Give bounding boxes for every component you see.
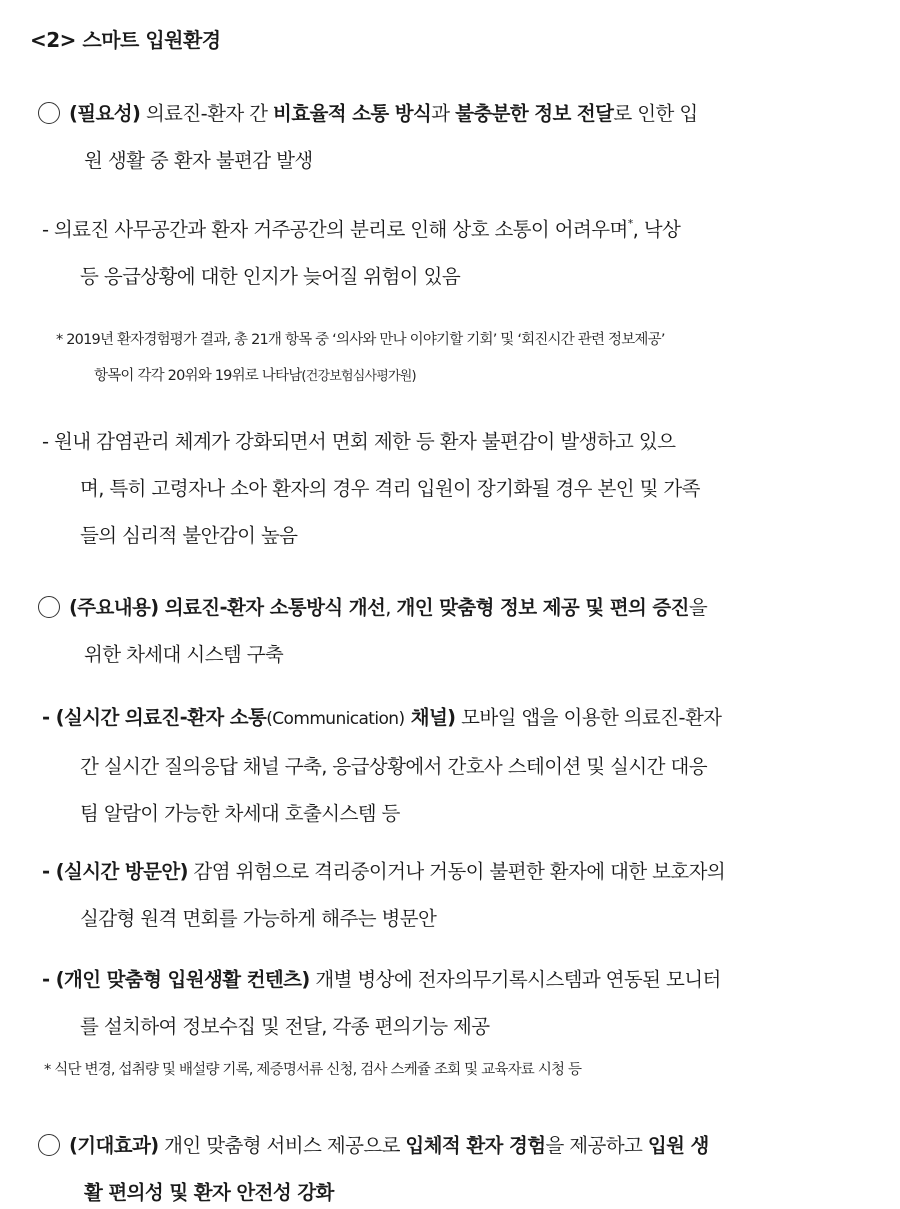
- main-heading: (주요내용): [69, 596, 159, 619]
- need-bullet-1-line-2: 등 응급상황에 대한 인지가 늦어질 위험이 있음: [80, 265, 461, 288]
- effect-line-2: 활 편의성 및 환자 안전성 강화: [84, 1181, 334, 1204]
- need-line-2: 원 생활 중 환자 불편감 발생: [84, 149, 313, 172]
- need-line-1: (필요성) 의료진-환자 간 비효율적 소통 방식과 불충분한 정보 전달로 인한 입: [38, 90, 868, 137]
- main-item: [38, 584, 868, 678]
- main-bullet-2: [42, 848, 872, 942]
- need-bullet-2-line-3: 들의 심리적 불안감이 높음: [80, 524, 298, 547]
- main-bullet-2-line-1: - (실시간 방문안) 감염 위험으로 격리중이거나 거동이 불편한 환자에 대한 보호자의: [42, 860, 726, 883]
- need-heading: (필요성): [69, 102, 141, 125]
- need-bullet-1-line-1: - 의료진 사무공간과 환자 거주공간의 분리로 인해 상호 소통이 어려우며*, 낙상: [42, 217, 681, 241]
- main-line-1: (주요내용) 의료진-환자 소통방식 개선, 개인 맞춤형 정보 제공 및 편의 증진을: [38, 584, 868, 631]
- main-bullet-2-line-2: 실감형 원격 면회를 가능하게 해주는 병문안: [80, 907, 437, 930]
- effect-item: [38, 1122, 868, 1209]
- main-bullet-1-line-1: - (실시간 의료진-환자 소통(Communication) 채널) 모바일 앱을 이용한 의료진-환자: [42, 706, 722, 729]
- circle-bullet-icon: [38, 596, 60, 618]
- footnote-2: [44, 1052, 581, 1088]
- footnote-2-line-1: * 식단 변경, 섭취량 및 배설량 기록, 제증명서류 신청, 검사 스케쥴 조회 및 교육자료 시청 등: [44, 1062, 582, 1078]
- need-bullet-2: [42, 418, 872, 559]
- main-bullet-1-line-2: 간 실시간 질의응답 채널 구축, 응급상황에서 간호사 스테이션 및 실시간 대응: [80, 755, 707, 778]
- main-line-2: 위한 차세대 시스템 구축: [84, 643, 284, 666]
- circle-bullet-icon: [38, 102, 60, 124]
- footnote-1-line-1: * 2019년 환자경험평가 결과, 총 21개 항목 중 ‘의사와 만나 이야기할 기회’ 및 ‘회진시간 관련 정보제공’: [56, 332, 665, 348]
- section-title: <2> 스마트 입원환경: [30, 28, 221, 52]
- footnote-1-line-2: 항목이 각각 20위와 19위로 나타남(건강보험심사평가원): [94, 368, 416, 384]
- footnote-1: [56, 322, 665, 395]
- main-bullet-1-line-3: 팀 알람이 가능한 차세대 호출시스템 등: [80, 802, 400, 825]
- need-item: [38, 90, 868, 184]
- need-bullet-1: [42, 206, 872, 300]
- effect-heading: (기대효과): [69, 1134, 159, 1157]
- main-bullet-1: [42, 694, 872, 837]
- effect-line-1: (기대효과) 개인 맞춤형 서비스 제공으로 입체적 환자 경험을 제공하고 입원 생: [38, 1122, 868, 1169]
- need-bullet-2-line-2: 며, 특히 고령자나 소아 환자의 경우 격리 입원이 장기화될 경우 본인 및 가족: [80, 477, 700, 500]
- main-bullet-3: [42, 956, 872, 1050]
- circle-bullet-icon: [38, 1134, 60, 1156]
- need-bullet-2-line-1: - 원내 감염관리 체계가 강화되면서 면회 제한 등 환자 불편감이 발생하고 있으: [42, 430, 676, 453]
- main-bullet-3-line-1: - (개인 맞춤형 입원생활 컨텐츠) 개별 병상에 전자의무기록시스템과 연동된 모니터: [42, 968, 721, 991]
- main-bullet-3-line-2: 를 설치하여 정보수집 및 전달, 각종 편의기능 제공: [80, 1015, 490, 1038]
